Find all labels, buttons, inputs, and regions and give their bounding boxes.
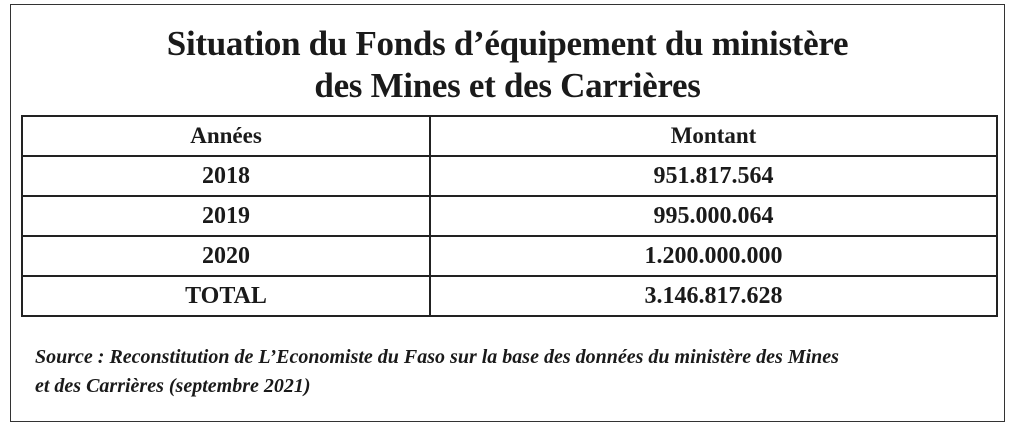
cell-total-label: TOTAL (22, 276, 430, 316)
cell-year: 2019 (22, 196, 430, 236)
cell-year: 2020 (22, 236, 430, 276)
title-line-2: des Mines et des Carrières (314, 66, 701, 105)
table-row (22, 196, 997, 236)
table-row (22, 236, 997, 276)
title-line-1: Situation du Fonds d’équipement du ministère (166, 24, 849, 63)
cell-year: 2018 (22, 156, 430, 196)
column-header-years: Années (22, 116, 430, 156)
column-header-amount: Montant (430, 116, 997, 156)
table-header-row (22, 116, 997, 156)
cell-amount: 951.817.564 (430, 156, 997, 196)
fund-table (21, 115, 998, 317)
document-frame (10, 4, 1005, 422)
source-note (35, 343, 990, 401)
source-line-1: Source : Reconstitution de L’Economiste du Faso sur la base des données du ministère des Mines (35, 346, 839, 368)
table-total-row (22, 276, 997, 316)
cell-amount: 1.200.000.000 (430, 236, 997, 276)
source-line-2: et des Carrières (septembre 2021) (35, 375, 311, 397)
table-row (22, 156, 997, 196)
cell-total-amount: 3.146.817.628 (430, 276, 997, 316)
cell-amount: 995.000.064 (430, 196, 997, 236)
page-title (11, 23, 1004, 107)
